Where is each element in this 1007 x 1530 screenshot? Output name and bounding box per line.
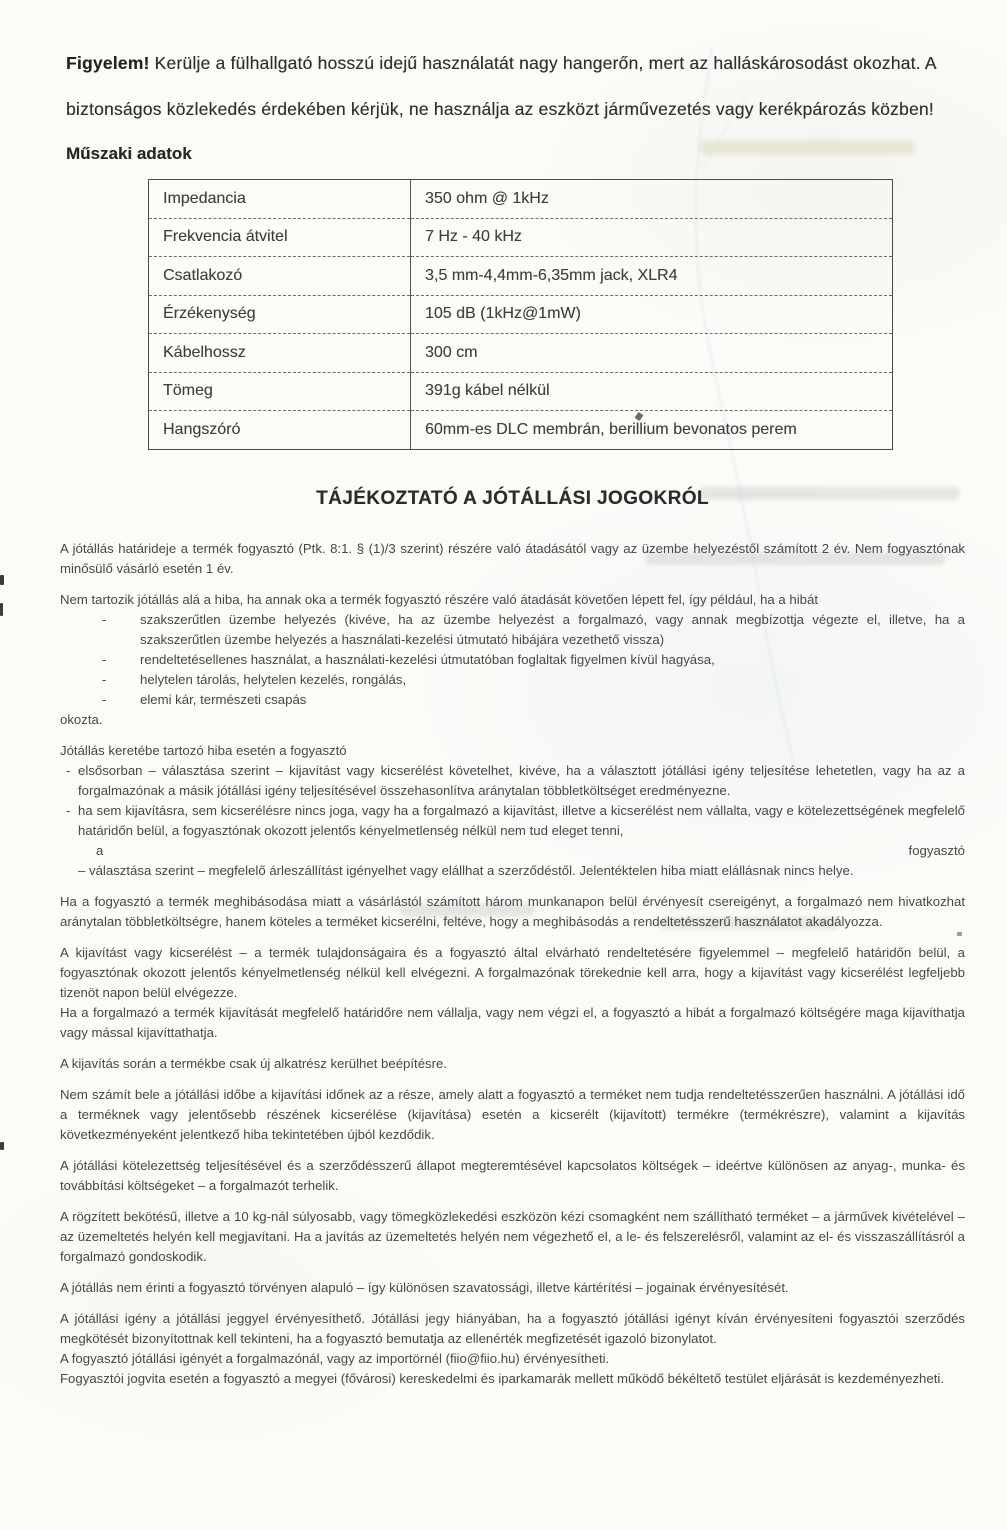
table-row: [149, 295, 893, 334]
warning-lead: Figyelem!: [66, 53, 150, 73]
paragraph-dispute-board: Fogyasztói jogvita esetén a fogyasztó a megyei (fővárosi) kereskedelmi és iparkamarák mellett működő békéltető testület eljárását is kezdeményezheti.: [60, 1370, 944, 1386]
spec-label: Frekvencia átvitel: [149, 218, 411, 257]
spec-value: 105 dB (1kHz@1mW): [411, 295, 893, 334]
dash-marker: -: [102, 611, 107, 627]
warranty-body: [60, 539, 965, 1389]
paragraph-repair-failure: Ha a forgalmazó a termék kijavítását megfelelő határidőre nem vállalja, vagy nem végzi el, a fogyasztó a hibát a forgalmazó költségére maga kijavíthatja vagy mással kijavíttathatja.: [60, 1004, 965, 1040]
justified-gap-line: [78, 841, 965, 861]
paragraph-claim-with-card: A jótállási igény a jótállási jeggyel érvényesíthető. Jótállási jegy hiányában, ha a fogyasztó jótállási igényt kíván érvényesíteni fogyasztói szerződés megkötését bizonyítottnak kell tekinteni, ha a fogyasztó bemutatja az ellenérték megfizetését igazoló bizonylatot.: [60, 1310, 965, 1346]
warranty-title: TÁJÉKOZTATÓ A JÓTÁLLÁSI JOGOKRÓL: [316, 487, 709, 509]
spec-value: 391g kábel nélkül: [411, 372, 893, 411]
table-row: [149, 257, 893, 296]
spec-label: Tömeg: [149, 372, 411, 411]
not-covered-list: [60, 610, 965, 710]
spec-value: 300 cm: [411, 334, 893, 373]
spec-value: 7 Hz - 40 kHz: [411, 218, 893, 257]
list-item-text: rendeltetésellenes használat, a használati-kezelési útmutatóban foglaltak figyelmen kívül hagyása,: [140, 651, 715, 667]
spec-label: Hangszóró: [149, 411, 411, 450]
list-item: [60, 761, 965, 801]
paragraph-new-parts: A kijavítás során a termékbe csak új alkatrész kerülhet beépítésre.: [60, 1055, 448, 1071]
paragraph-warranty-period-restart: Nem számít bele a jótállási időbe a kijavítási időnek az a része, amely alatt a fogyasztó a terméket nem tudja rendeltetésszerűen használni. A jótállási idő a terméknek vagy jelentősebb részének kicserélése (kijavítása) esetén a kicserélt (kijavított) termékre (termékrészre), valamint a kijavítás következményeként jelentkező hiba tekintetében újból kezdődik.: [60, 1086, 965, 1142]
spec-value: 350 ohm @ 1kHz: [425, 189, 549, 207]
list-item: [60, 670, 965, 690]
spec-label: Csatlakozó: [149, 257, 411, 296]
list-item-text-part: – választása szerint – megfelelő árleszállítást igényelhet vagy elállhat a szerződéstől. Jelentéktelen hiba miatt elállásnak nincs helye.: [78, 862, 854, 878]
specs-heading: Műszaki adatok: [66, 144, 192, 163]
dash-marker: -: [102, 691, 107, 707]
spec-label: Kábelhossz: [149, 334, 411, 373]
paragraph-costs: A jótállási kötelezettség teljesítésével és a szerződésszerű állapot megteremtésével kapcsolatos költségek – ideértve különösen az anyag-, munka- és továbbítási költségeket – a forgalmazót terhelik.: [60, 1157, 965, 1193]
specs-table: [148, 179, 893, 450]
not-covered-intro: Nem tartozik jótállás alá a hiba, ha annak oka a termék fogyasztó részére való átadását követően lépett fel, így például, ha a hibát: [60, 591, 818, 607]
warning-paragraph: [66, 40, 965, 132]
gap-word-right: fogyasztó: [908, 842, 965, 858]
table-row: [149, 334, 893, 373]
list-item: [60, 610, 965, 650]
paragraph-repair-deadline: A kijavítást vagy kicserélést – a termék tulajdonságaira és a fogyasztó által elvárható rendeltetésére figyelemmel – megfelelő határidőn belül, a fogyasztónak okozott jelentős kényelmetlenség nélkül kell elvégezni. A forgalmazónak törekednie kell arra, hogy a kijavítást vagy kicserélést legfeljebb tizenöt napon belül elvégezze.: [60, 944, 965, 1000]
list-item-text: helytelen tárolás, helytelen kezelés, rongálás,: [140, 671, 407, 687]
spec-label: Impedancia: [149, 180, 411, 219]
paragraph-replacement-3days: Ha a fogyasztó a termék meghibásodása miatt a vásárlástól számított három munkanapon belül érvényesít csereigényt, a forgalmazó nem hivatkozhat aránytalan többletköltségre, hanem köteles a terméket kicserélni, feltéve, hogy a meghibásodás a rendeltetésszerű használatot akadályozza.: [60, 893, 965, 929]
gap-word-left: a: [96, 842, 104, 858]
consumer-rights-intro: Jótállás keretébe tartozó hiba esetén a fogyasztó: [60, 742, 347, 758]
table-row: [149, 218, 893, 257]
paragraph-warranty-term: A jótállás határideje a termék fogyasztó (Ptk. 8:1. § (1)/3 szerint) részére való átadásától vagy az üzembe helyezéstől számított 2 év. Nem fogyasztónak minősülő vásárló esetén 1 év.: [60, 540, 965, 576]
table-row: [149, 180, 893, 219]
section-consumer-rights: [60, 741, 965, 881]
list-item-text: szakszerűtlen üzembe helyezés (kivéve, ha az üzembe helyezést a forgalmazó, vagy annak megbízottja végezte el, illetve, ha a szakszerűtlen üzembe helyezés a használati-kezelési útmutató hibájára vezethető vissza): [140, 611, 965, 647]
section-claim: [60, 1309, 965, 1389]
paragraph-claim-importer: A fogyasztó jótállási igényét a forgalmazónál, vagy az importörnél (fiio@fiio.hu) érvényesítheti.: [60, 1350, 610, 1366]
list-item-text: elsősorban – választása szerint – kijavítást vagy kicserélést követelhet, kivéve, ha a választott jótállási igény teljesítése lehetetlen, vagy ha az a forgalmazónak a másik jótállási igény teljesítésével összehasonlítva aránytalan többletköltséget eredményezne.: [78, 762, 965, 798]
spec-value: 3,5 mm-4,4mm-6,35mm jack, XLR4: [411, 257, 893, 296]
dash-marker: -: [66, 762, 71, 778]
dash-marker: -: [102, 671, 107, 687]
warning-text: Kerülje a fülhallgató hosszú idejű használatát nagy hangerőn, mert az halláskárosodást okozhat. A biztonságos közlekedés érdekében kérjük, ne használja az eszközt járművezetés vagy kerékpározás közben!: [66, 53, 936, 119]
section-repair-deadline: [60, 943, 965, 1043]
list-item: [60, 801, 965, 881]
paragraph-statutory-rights: A jótállás nem érinti a fogyasztó törvényen alapuló – így különösen szavatossági, illetve kártérítési – jogainak érvényesítését.: [60, 1279, 789, 1295]
not-covered-outro: okozta.: [60, 711, 103, 727]
list-item-text-part: ha sem kijavításra, sem kicserélésre nincs joga, vagy ha a forgalmazó a kijavítást, illetve a kicserélést nem vállalta, vagy e kötelezettségének megfelelő határidőn belül, a fogyasztónak okozott jelentős kényelmetlenség nélkül nem tud eleget tenni,: [78, 802, 965, 838]
dash-marker: -: [102, 651, 107, 667]
list-item: [60, 650, 965, 670]
list-item: [60, 690, 965, 710]
section-not-covered: [60, 590, 965, 730]
list-item-text: [78, 801, 965, 881]
list-item-text: elemi kár, természeti csapás: [140, 691, 307, 707]
table-row: [149, 411, 893, 450]
spec-value: 60mm-es DLC membrán, berillium bevonatos perem: [411, 411, 893, 450]
spec-label: Érzékenység: [149, 295, 411, 334]
paragraph-onsite-repair: A rögzített bekötésű, illetve a 10 kg-nál súlyosabb, vagy tömegközlekedési eszközön kézi csomagként nem szállítható terméket – a járművek kivételével – az üzemeltetés helyén kell megjavítani. Ha a javítás az üzemeltetés helyén nem végezhető el, a le- és felszerelésről, valamint az el- és visszaszállításról a forgalmazó gondoskodik.: [60, 1208, 965, 1264]
table-row: [149, 372, 893, 411]
dash-marker: -: [66, 802, 71, 818]
